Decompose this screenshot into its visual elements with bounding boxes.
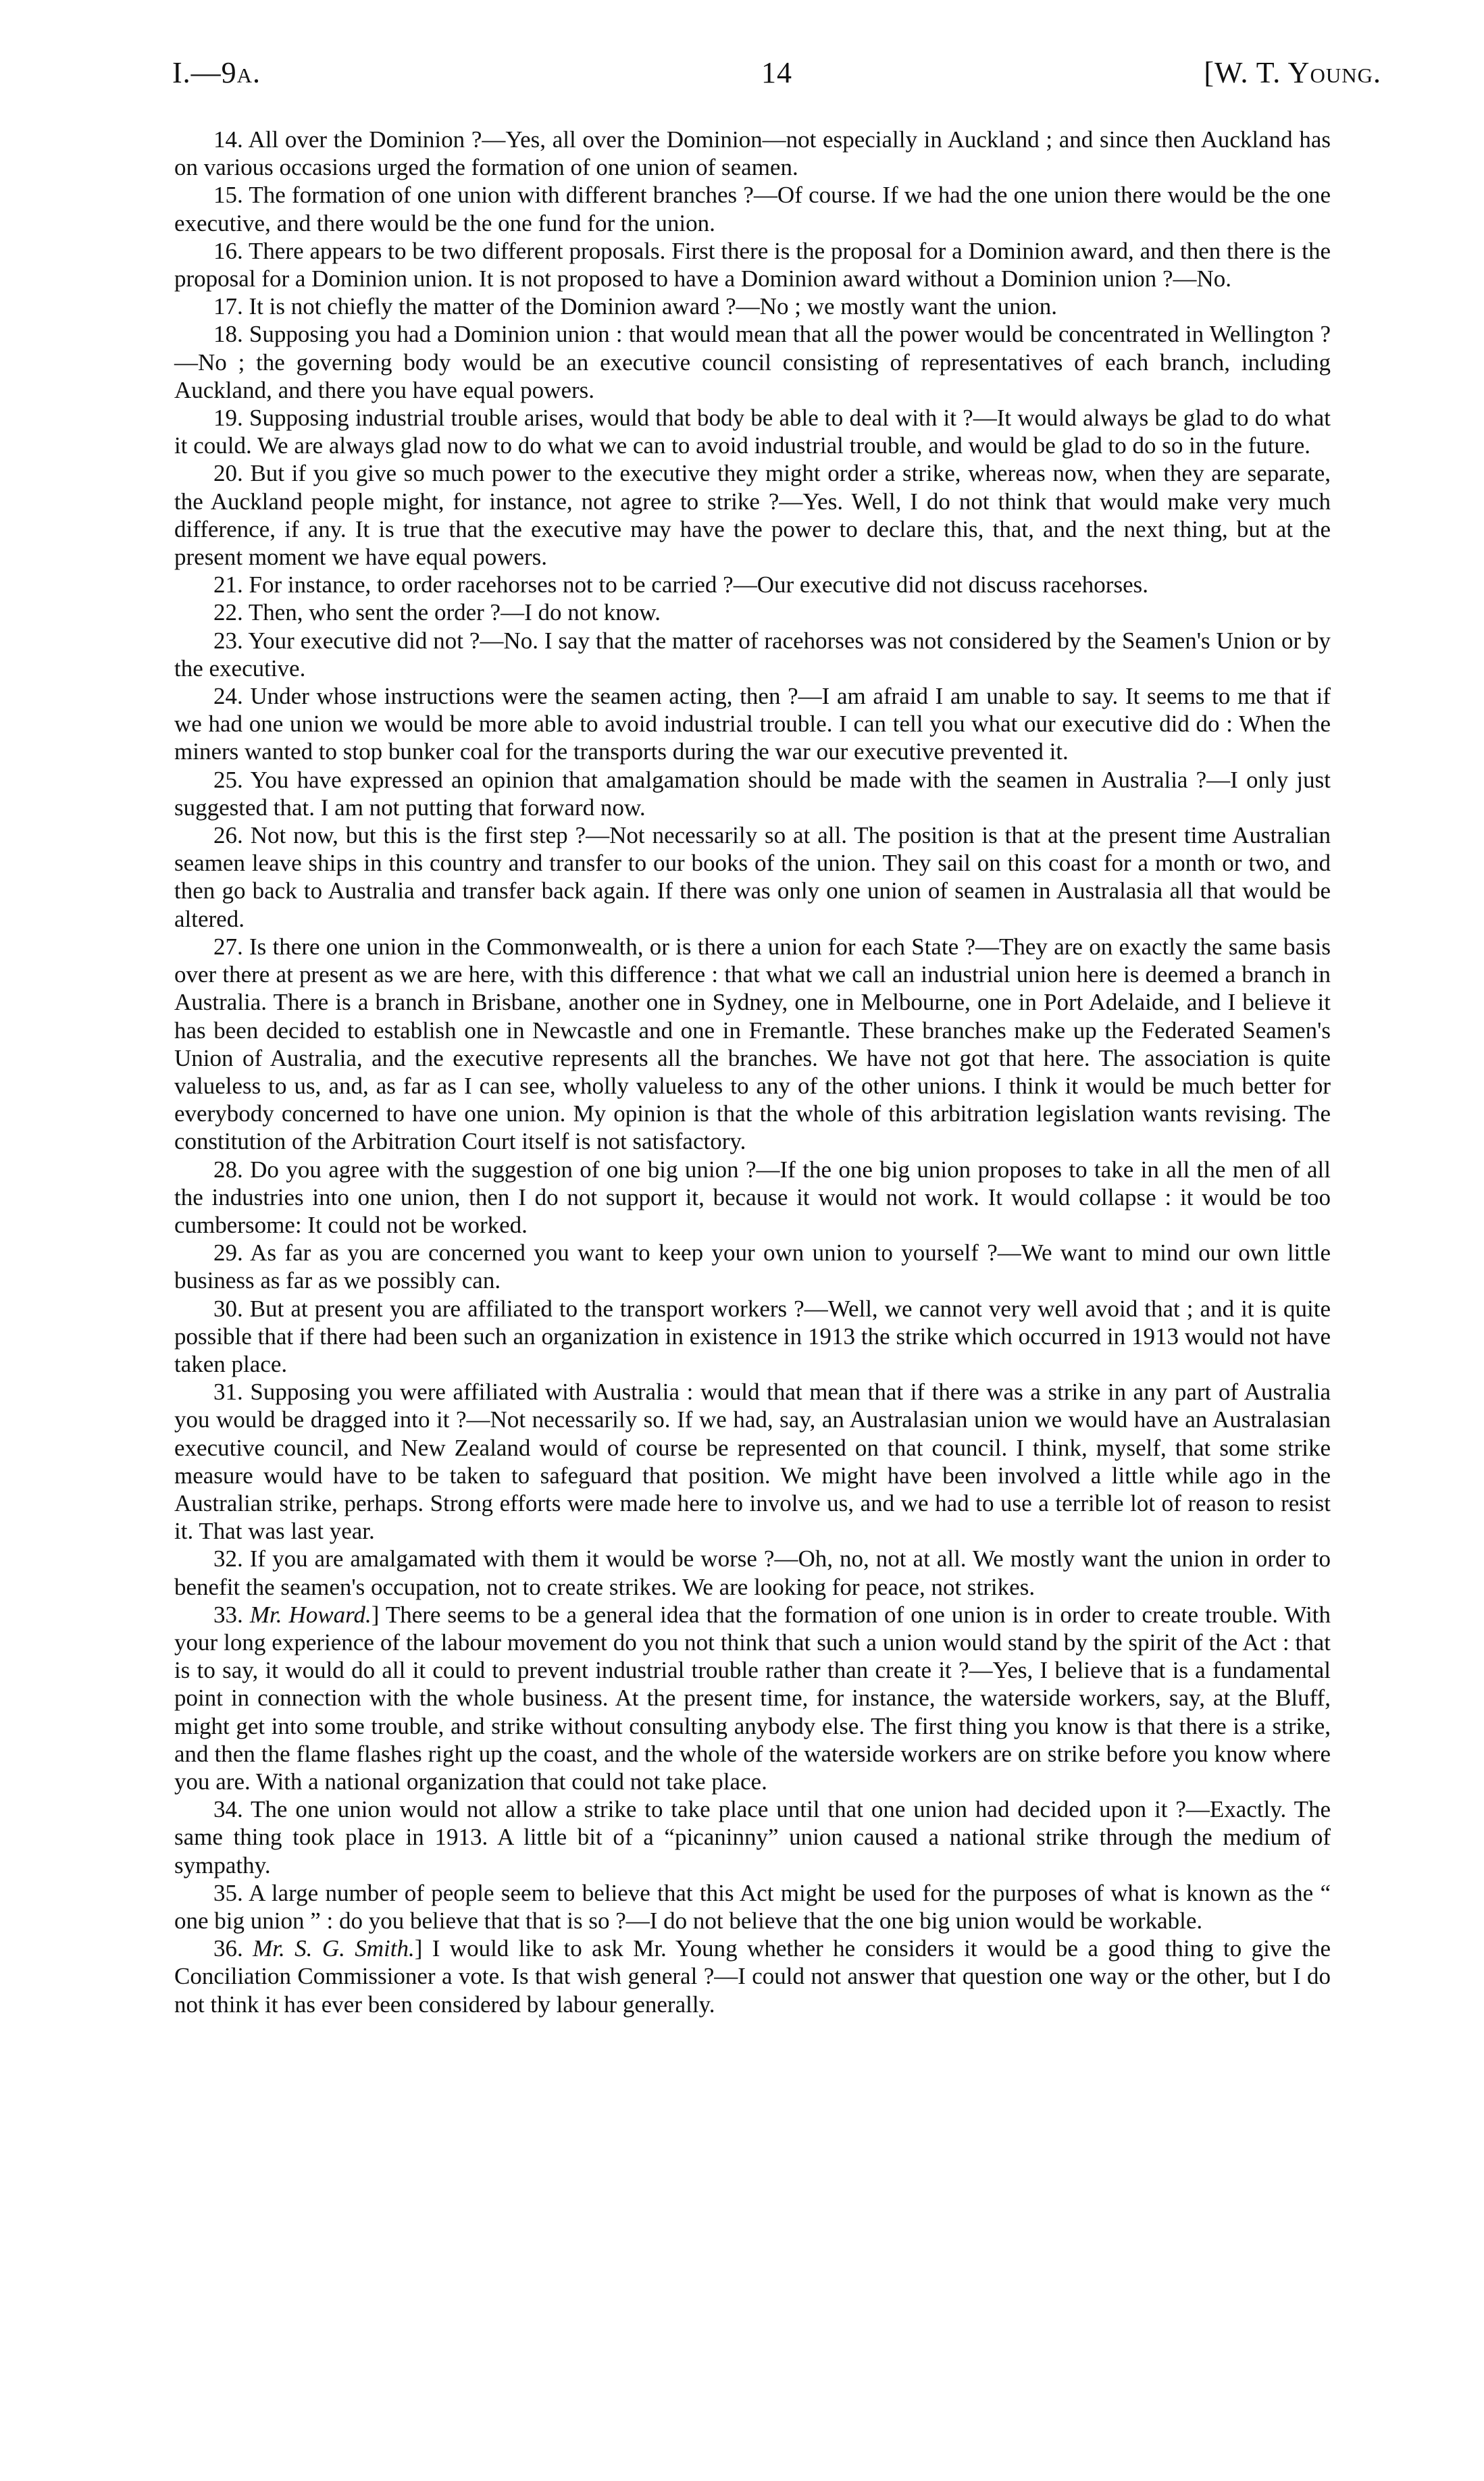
- speaker-name: Mr. Howard.: [249, 1601, 372, 1628]
- paragraph-number: 25.: [213, 766, 243, 793]
- paragraph: [174, 181, 1331, 236]
- paragraph: [174, 1545, 1331, 1600]
- paragraph: [174, 598, 1331, 626]
- paragraph-text: Under whose instructions were the seamen acting, then ?—I am afraid I am unable to say. It seems to me that if we had one union we would be more able to avoid industrial trouble. I can tell you what our executive did do : When the miners wanted to stop bunker coal for the transports during the war our executive prevented it.: [174, 683, 1331, 765]
- paragraph: [174, 1156, 1331, 1239]
- evidence-body: [174, 126, 1331, 2018]
- paragraph: [174, 459, 1331, 571]
- paragraph: [174, 682, 1331, 766]
- paragraph: [174, 292, 1331, 320]
- paragraph-text: The formation of one union with different branches ?—Of course. If we had the one union there would be the one executive, and there would be the one fund for the union.: [174, 182, 1331, 236]
- paragraph-number: 32.: [213, 1545, 243, 1572]
- paragraph-number: 30.: [213, 1295, 243, 1322]
- paragraph: [174, 571, 1331, 598]
- paragraph-text: All over the Dominion ?—Yes, all over the Dominion—not especially in Auckland ; and since then Auckland has on various occasions urged the formation of one union of seamen.: [174, 126, 1331, 181]
- paragraph-number: 14.: [213, 126, 243, 153]
- speaker-name: Mr. S. G. Smith.: [253, 1935, 415, 1962]
- paragraph-number: 16.: [213, 237, 243, 264]
- paragraph-text: Your executive did not ?—No. I say that the matter of racehorses was not considered by the Seamen's Union or by the executive.: [174, 627, 1331, 682]
- paragraph-text: For instance, to order racehorses not to be carried ?—Our executive did not discuss racehorses.: [249, 571, 1148, 598]
- paragraph-text: Then, who sent the order ?—I do not know.: [248, 599, 661, 626]
- paragraph-number: 26.: [213, 822, 243, 849]
- paragraph-text: You have expressed an opinion that amalgamation should be made with the seamen in Australia ?—I only just suggested that. I am not putting that forward now.: [174, 766, 1331, 821]
- paragraph-text: Supposing you were affiliated with Australia : would that mean that if there was a strike in any part of Australia you would be dragged into it ?—Not necessarily so. If we had, say, an Australasian union we would have an Australasian executive council, and New Zealand would of course be represented on that council. I think, myself, that some strike measure would have to be taken to safeguard that position. We might have been involved a little while ago in the Australian strike, perhaps. Strong efforts were made here to involve us, and we had to use a terrible lot of reason to resist it. That was last year.: [174, 1379, 1331, 1545]
- paragraph: [174, 933, 1331, 1156]
- paragraph-text: The one union would not allow a strike to take place until that one union had decided upon it ?—Exactly. The same thing took place in 1913. A little bit of a “picaninny” union caused a national strike through the medium of sympathy.: [174, 1796, 1331, 1878]
- paragraph: [174, 627, 1331, 682]
- paragraph-number: 20.: [213, 460, 243, 487]
- paragraph-text: If you are amalgamated with them it would be worse ?—Oh, no, not at all. We mostly want the union in order to benefit the seamen's occupation, not to create strikes. We are looking for peace, not strikes.: [174, 1545, 1331, 1600]
- paragraph-text: A large number of people seem to believe that this Act might be used for the purposes of what is known as the “ one big union ” : do you believe that that is so ?—I do not believe that the one big union would be workable.: [174, 1879, 1331, 1934]
- paragraph-number: 19.: [213, 405, 243, 432]
- paragraph-text: Do you agree with the suggestion of one big union ?—If the one big union proposes to take in all the men of all the industries into one union, then I do not support it, because it would not work. It would collapse : it would be too cumbersome: It could not be worked.: [174, 1156, 1331, 1238]
- paragraph: [174, 1239, 1331, 1294]
- paragraph-text: It is not chiefly the matter of the Dominion award ?—No ; we mostly want the union.: [249, 293, 1058, 320]
- paragraph-number: 34.: [213, 1796, 243, 1823]
- witness-name: [W. T. Young.: [1204, 56, 1381, 89]
- paragraph: [174, 1295, 1331, 1379]
- page-number: 14: [761, 56, 792, 89]
- paragraph-text: But at present you are affiliated to the transport workers ?—Well, we cannot very well avoid that ; and it is quite possible that if there had been such an organization in existence in 1913 the strike which occurred in 1913 would not have taken place.: [174, 1295, 1331, 1377]
- document-reference: I.—9a.: [172, 56, 261, 89]
- paragraph-number: 22.: [213, 599, 243, 626]
- paragraph-number: 18.: [213, 321, 243, 348]
- paragraph-text: But if you give so much power to the executive they might order a strike, whereas now, when they are separate, the Auckland people might, for instance, not agree to strike ?—Yes. Well, I do not think that would make very much difference, if any. It is true that the executive may have the power to declare this, that, and the next thing, but at the present moment we have equal powers.: [174, 460, 1331, 571]
- paragraph: [174, 237, 1331, 292]
- paragraph-text: Supposing industrial trouble arises, would that body be able to deal with it ?—It would always be glad to do what it could. We are always glad now to do what we can to avoid industrial trouble, and would be glad to do so in the future.: [174, 405, 1331, 459]
- paragraph: [174, 1935, 1331, 2018]
- paragraph-number: 27.: [213, 933, 243, 960]
- paragraph: [174, 1378, 1331, 1545]
- paragraph: [174, 766, 1331, 821]
- page-header: [172, 55, 1381, 96]
- paragraph: [174, 1795, 1331, 1879]
- paragraph-number: 15.: [213, 182, 243, 209]
- paragraph: [174, 1879, 1331, 1935]
- paragraph: [174, 1601, 1331, 1795]
- paragraph: [174, 320, 1331, 404]
- paragraph-number: 36.: [213, 1935, 243, 1962]
- paragraph: [174, 126, 1331, 181]
- paragraph-number: 35.: [213, 1879, 243, 1906]
- paragraph-number: 29.: [213, 1239, 243, 1267]
- paragraph-number: 28.: [213, 1156, 243, 1183]
- paragraph-number: 23.: [213, 627, 243, 654]
- paragraph-number: 31.: [213, 1379, 243, 1406]
- paragraph-text: There appears to be two different proposals. First there is the proposal for a Dominion award, and then there is the proposal for a Dominion union. It is not proposed to have a Dominion award without a Dominion union ?—No.: [174, 237, 1331, 292]
- paragraph-number: 24.: [213, 683, 243, 710]
- paragraph: [174, 404, 1331, 459]
- paragraph-text: Not now, but this is the first step ?—Not necessarily so at all. The position is that at the present time Australian seamen leave ships in this country and transfer to our books of the union. They sail on this coast for a month or two, and then go back to Australia and transfer back again. If there was only one union of seamen in Australasia all that would be altered.: [174, 822, 1331, 932]
- paragraph-text: ] There seems to be a general idea that the formation of one union is in order to create trouble. With your long experience of the labour movement do you not think that such a union would stand by the spirit of the Act : that is to say, it would do all it could to prevent industrial trouble rather than create it ?—Yes, I believe that is a fundamental point in connection with the whole business. At the present time, for instance, the waterside workers, say, at the Bluff, might get into some trouble, and strike without consulting anybody else. The first thing you know is that there is a strike, and then the flame flashes right up the coast, and the whole of the waterside workers are on strike before you know where you are. With a national organization that could not take place.: [174, 1601, 1331, 1795]
- paragraph-number: 17.: [213, 293, 243, 320]
- paragraph: [174, 821, 1331, 933]
- paragraph-number: 21.: [213, 571, 243, 598]
- paragraph-text: ] I would like to ask Mr. Young whether he considers it would be a good thing to give the Conciliation Commissioner a vote. Is that wish general ?—I could not answer that question one way or the other, but I do not think it has ever been considered by labour generally.: [174, 1935, 1331, 2018]
- paragraph-number: 33.: [213, 1601, 243, 1628]
- paragraph-text: Supposing you had a Dominion union : that would mean that all the power would be concentrated in Wellington ?—No ; the governing body would be an executive council consisting of representatives of each branch, including Auckland, and there you have equal powers.: [174, 321, 1331, 403]
- paragraph-text: Is there one union in the Commonwealth, or is there a union for each State ?—They are on exactly the same basis over there at present as we are here, with this difference : that what we call an industrial union here is deemed a branch in Australia. There is a branch in Brisbane, another one in Sydney, one in Melbourne, one in Port Adelaide, and I believe it has been decided to establish one in Newcastle and one in Fremantle. These branches make up the Federated Seamen's Union of Australia, and the executive represents all the branches. We have not got that here. The association is quite valueless to us, and, as far as I can see, wholly valueless to any of the other unions. I think it would be much better for everybody concerned to have one union. My opinion is that the whole of this arbitration legislation wants revising. The constitution of the Arbitration Court itself is not satisfactory.: [174, 933, 1331, 1155]
- paragraph-text: As far as you are concerned you want to keep your own union to yourself ?—We want to mind our own little business as far as we possibly can.: [174, 1239, 1331, 1294]
